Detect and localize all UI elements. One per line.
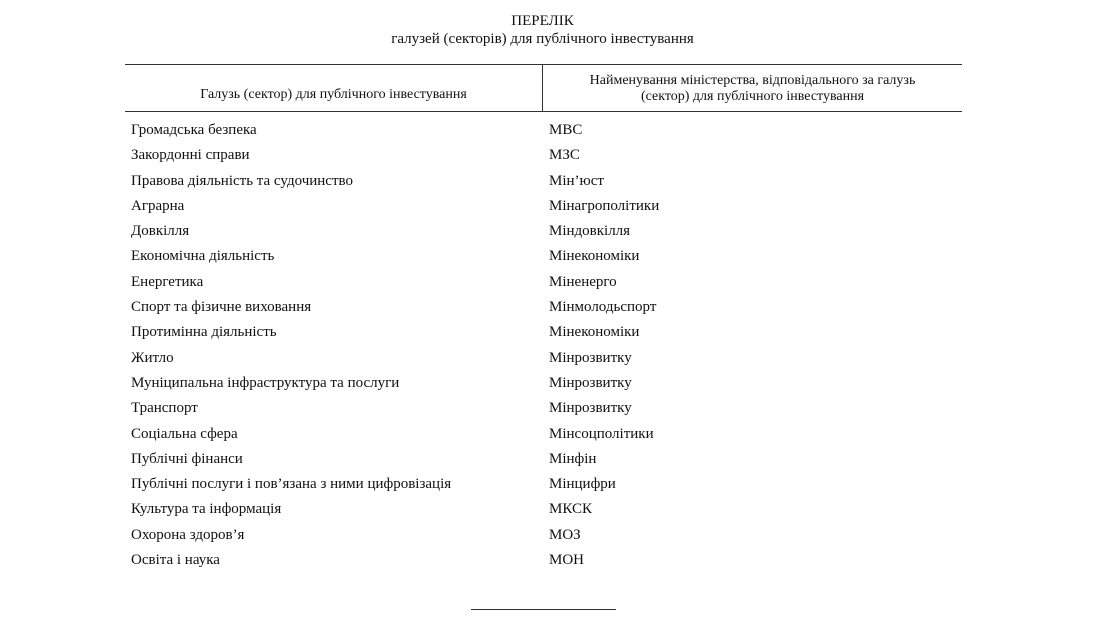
table-row bbox=[125, 244, 962, 269]
ministry-cell: Мінрозвитку bbox=[549, 349, 632, 366]
sector-cell: Правова діяльність та судочинство bbox=[131, 172, 353, 189]
ministry-cell: МВС bbox=[549, 122, 583, 138]
sector-cell: Охорона здоров’я bbox=[131, 526, 245, 543]
ministry-cell: Мінагрополітики bbox=[549, 197, 660, 214]
table-row bbox=[125, 219, 962, 244]
document-subtitle: галузей (секторів) для публічного інвестування bbox=[391, 31, 694, 47]
table-row bbox=[125, 548, 962, 573]
header-sector-column bbox=[125, 65, 542, 111]
document-title-block bbox=[0, 12, 1085, 48]
table-row bbox=[125, 497, 962, 522]
ministry-cell: Мінфін bbox=[549, 450, 597, 467]
document-title: ПЕРЕЛІК bbox=[511, 13, 574, 29]
header-sector-label: Галузь (сектор) для публічного інвестування bbox=[200, 87, 467, 102]
table-row bbox=[125, 472, 962, 497]
sector-cell: Спорт та фізичне виховання bbox=[131, 299, 312, 316]
sector-cell: Закордонні справи bbox=[131, 147, 250, 164]
table-body bbox=[125, 118, 962, 573]
table-row bbox=[125, 447, 962, 472]
table-row bbox=[125, 169, 962, 194]
ministry-cell: МЗС bbox=[549, 147, 580, 164]
sector-cell: Протимінна діяльність bbox=[131, 324, 277, 341]
sector-cell: Транспорт bbox=[131, 400, 198, 417]
table-row bbox=[125, 523, 962, 548]
table-row bbox=[125, 422, 962, 447]
ministry-cell: Мінекономіки bbox=[549, 248, 640, 265]
table-row bbox=[125, 320, 962, 345]
sector-cell: Економічна діяльність bbox=[131, 248, 275, 265]
ministry-cell: МКСК bbox=[549, 501, 592, 518]
sectors-table bbox=[125, 64, 962, 573]
table-header bbox=[125, 64, 962, 112]
header-ministry-label-line1: Найменування міністерства, відповідального за галузь bbox=[589, 73, 916, 88]
sector-cell: Соціальна сфера bbox=[131, 425, 238, 442]
table-row bbox=[125, 194, 962, 219]
sector-cell: Культура та інформація bbox=[131, 501, 282, 518]
table-row bbox=[125, 396, 962, 421]
sector-cell: Енергетика bbox=[131, 273, 204, 290]
table-row bbox=[125, 143, 962, 168]
ministry-cell: Міненерго bbox=[549, 273, 617, 290]
ministry-cell: Мінцифри bbox=[549, 476, 616, 493]
sector-cell: Аграрна bbox=[131, 197, 185, 214]
ministry-cell: Мін’юст bbox=[549, 172, 604, 189]
table-row bbox=[125, 118, 962, 143]
sector-cell: Громадська безпека bbox=[131, 122, 257, 138]
ministry-cell: Мінмолодьспорт bbox=[549, 299, 657, 316]
table-row bbox=[125, 346, 962, 371]
ministry-cell: Мінрозвитку bbox=[549, 374, 632, 391]
table-row bbox=[125, 371, 962, 396]
ministry-cell: Міндовкілля bbox=[549, 223, 631, 240]
sector-cell: Муніципальна інфраструктура та послуги bbox=[131, 374, 400, 391]
ministry-cell: МОЗ bbox=[549, 526, 581, 543]
table-row bbox=[125, 270, 962, 295]
header-ministry-column bbox=[543, 65, 962, 111]
table-row bbox=[125, 295, 962, 320]
sector-cell: Освіта і наука bbox=[131, 552, 220, 569]
sector-cell: Довкілля bbox=[131, 223, 190, 240]
header-ministry-label-line2: (сектор) для публічного інвестування bbox=[640, 89, 865, 104]
ministry-cell: Мінсоцполітики bbox=[549, 425, 654, 442]
sector-cell: Публічні послуги і пов’язана з ними цифровізація bbox=[131, 476, 452, 493]
sector-cell: Житло bbox=[131, 349, 174, 366]
sector-cell: Публічні фінанси bbox=[131, 450, 243, 467]
ministry-cell: МОН bbox=[549, 552, 585, 569]
ministry-cell: Мінрозвитку bbox=[549, 400, 632, 417]
ministry-cell: Мінекономіки bbox=[549, 324, 640, 341]
footer-separator-line bbox=[471, 609, 616, 610]
